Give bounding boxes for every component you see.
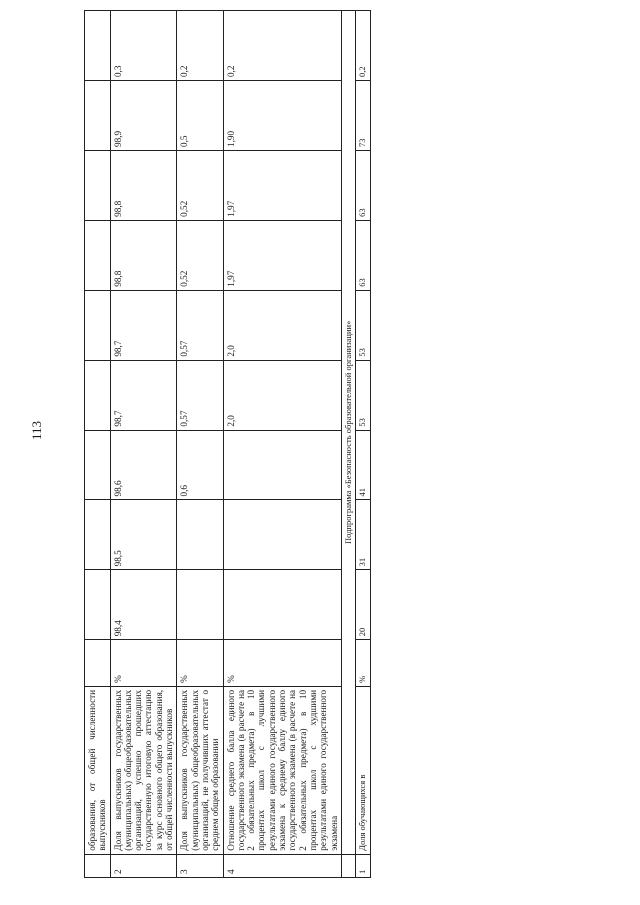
value-cell: 98,8 (110, 220, 177, 290)
indicators-table (84, 10, 371, 878)
value-cell: 0,3 (110, 11, 177, 81)
value-cell (223, 500, 341, 570)
value-cell: 53 (356, 360, 371, 430)
table-row (356, 11, 371, 878)
page-number: 113 (29, 420, 44, 440)
row-number: 4 (223, 854, 341, 877)
document-table-container (84, 10, 590, 878)
table-row (177, 11, 223, 878)
table-row (110, 11, 177, 878)
unit-cell: % (223, 640, 341, 687)
value-cell: 53 (356, 290, 371, 360)
value-cell (223, 430, 341, 500)
table-cell (85, 150, 111, 220)
table-cell (85, 640, 111, 687)
subprogram-title: Подпрограмма «Безопасность образовательной организации» (341, 11, 356, 855)
table-cell (341, 854, 356, 877)
table-cell (85, 220, 111, 290)
value-cell: 41 (356, 430, 371, 500)
value-cell: 0,52 (177, 150, 223, 220)
table-row (223, 11, 341, 878)
unit-cell: % (177, 640, 223, 687)
value-cell: 0,52 (177, 220, 223, 290)
indicator-name-fragment: образования, от общей численности выпускников (85, 686, 111, 854)
value-cell: 98,6 (110, 430, 177, 500)
subprogram-row (341, 11, 356, 878)
row-number: 3 (177, 854, 223, 877)
value-cell: 63 (356, 150, 371, 220)
value-cell: 98,9 (110, 81, 177, 151)
value-cell: 98,5 (110, 500, 177, 570)
table-row-fragment (85, 11, 111, 878)
value-cell: 98,7 (110, 360, 177, 430)
value-cell: 0,57 (177, 360, 223, 430)
value-cell (177, 570, 223, 640)
unit-cell: % (110, 640, 177, 687)
value-cell (177, 500, 223, 570)
table-cell (85, 81, 111, 151)
indicator-name: Доля выпускников государственных (муниципальных) общеобразовательных организаций, успешно прошедших государственную итоговую аттестацию за курс основного общего образования, от общей численности выпускников (110, 686, 177, 854)
value-cell: 0,2 (356, 11, 371, 81)
table-cell (85, 430, 111, 500)
value-cell: 0,57 (177, 290, 223, 360)
value-cell: 0,2 (223, 11, 341, 81)
indicator-name: Доля обучающихся в (356, 686, 371, 854)
value-cell: 63 (356, 220, 371, 290)
unit-cell: % (356, 640, 371, 687)
value-cell: 1,90 (223, 81, 341, 151)
table-cell (85, 854, 111, 877)
value-cell (223, 570, 341, 640)
table-cell (85, 290, 111, 360)
value-cell: 98,4 (110, 570, 177, 640)
value-cell: 73 (356, 81, 371, 151)
value-cell: 0,2 (177, 11, 223, 81)
value-cell: 98,8 (110, 150, 177, 220)
table-cell (85, 360, 111, 430)
row-number: 1 (356, 854, 371, 877)
value-cell: 0,5 (177, 81, 223, 151)
value-cell: 2,0 (223, 360, 341, 430)
value-cell: 20 (356, 570, 371, 640)
table-cell (85, 11, 111, 81)
indicator-name: Доля выпускников государственных (муниципальных) общеобразовательных организаций, не получивших аттестат о среднем общем образовании (177, 686, 223, 854)
value-cell: 0,6 (177, 430, 223, 500)
row-number: 2 (110, 854, 177, 877)
value-cell: 1,97 (223, 150, 341, 220)
table-cell (85, 500, 111, 570)
value-cell: 98,7 (110, 290, 177, 360)
value-cell: 31 (356, 500, 371, 570)
table-cell (85, 570, 111, 640)
value-cell: 1,97 (223, 220, 341, 290)
indicator-name: Отношение среднего балла единого государственного экзамена (в расчете на 2 обязательных предмета) в 10 процентах школ с лучшими результатами единого государственного экзамена к среднему баллу единого государственного экзамена (в расчете на 2 обязательных предмета) в 10 процентах школ с худшими результатами единого государственного экзамена (223, 686, 341, 854)
value-cell: 2,0 (223, 290, 341, 360)
